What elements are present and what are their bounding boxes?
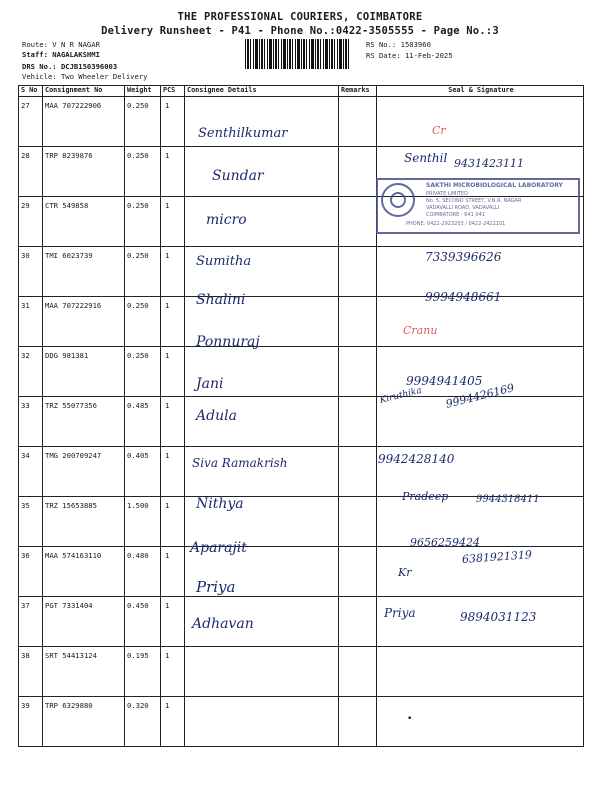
row-remarks [339,547,377,597]
runsheet-subtitle: Delivery Runsheet - P41 - Phone No.:0422-3505555 - Page No.:3 [101,25,499,37]
handwritten-name: Shalini [196,292,246,308]
header-consignment: Consignment No [43,86,125,97]
row-pcs: 1 [165,251,170,260]
table-row [19,447,584,497]
row-remarks [339,197,377,247]
row-consignment-no: CTR 549858 [45,201,89,210]
handwritten-phone: 9894031123 [460,610,537,624]
row-consignment-no: MAA 707222916 [45,301,102,310]
handwritten-name: Siva Ramakrish [192,456,288,470]
row-consignee-details [185,647,339,697]
handwritten-name: Sundar [212,168,264,184]
row-pcs: 1 [165,451,170,460]
row-pcs: 1 [165,401,170,410]
row-sno: 30 [21,251,30,260]
row-weight: 0.450 [127,601,149,610]
row-seal-signature [377,397,584,447]
row-pcs: 1 [165,351,170,360]
handwritten-name: Nithya [196,496,244,512]
red-mark: Cranu [403,324,438,337]
row-sno: 32 [21,351,30,360]
row-pcs: 1 [165,201,170,210]
row-consignment-no: DDG 981381 [45,351,89,360]
row-weight: 0.250 [127,251,149,260]
row-consignee-details [185,447,339,497]
route: Route: V N R NAGAR [22,40,100,49]
row-consignee-details [185,697,339,747]
handwritten-phone: 9994426169 [444,381,516,411]
row-remarks [339,497,377,547]
row-pcs: 1 [165,301,170,310]
seal-signature: Kiruthika [378,385,423,406]
row-remarks [339,447,377,497]
table-row [19,397,584,447]
handwritten-phone: 6381921319 [461,548,533,566]
row-sno: 39 [21,701,30,710]
handwritten-phone: 9994941405 [406,374,483,388]
seal-signature: Pradeep [402,490,449,503]
handwritten-phone: 9944318411 [476,494,540,505]
row-remarks [339,297,377,347]
row-weight: 0.250 [127,151,149,160]
row-remarks [339,347,377,397]
header-sno: S No [19,86,43,97]
handwritten-phone: 9431423111 [454,157,524,170]
row-consignment-no: PGT 7331404 [45,601,93,610]
row-weight: 0.250 [127,351,149,360]
row-weight: 0.250 [127,301,149,310]
row-pcs: 1 [165,501,170,510]
barcode [245,39,349,69]
row-sno: 37 [21,601,30,610]
row-sno: 28 [21,151,30,160]
drs-number: DRS No.: DCJB150396003 [22,62,118,71]
row-weight: 1.500 [127,501,149,510]
handwritten-name: Aparajit [190,540,247,556]
row-sno: 27 [21,101,30,110]
row-weight: 0.480 [127,551,149,560]
row-seal-signature [377,97,584,147]
page-dot: • [407,714,413,724]
row-weight: 0.250 [127,201,149,210]
header-consignee: Consignee Details [185,86,339,97]
row-pcs: 1 [165,151,170,160]
row-sno: 31 [21,301,30,310]
row-sno: 36 [21,551,30,560]
company-title: THE PROFESSIONAL COURIERS, COIMBATORE [177,11,423,23]
handwritten-name: Jani [196,376,224,392]
row-consignment-no: MAA 574163110 [45,551,102,560]
row-consignment-no: MAA 707222906 [45,101,102,110]
row-pcs: 1 [165,101,170,110]
red-mark: Cr [432,124,446,137]
header-pcs: PCS [161,86,185,97]
row-weight: 0.250 [127,101,149,110]
handwritten-name: Priya [196,578,236,596]
row-seal-signature [377,297,584,347]
handwritten-phone: 9942428140 [378,452,455,466]
table-row [19,697,584,747]
row-consignment-no: SRT 54413124 [45,651,97,660]
table-row [19,97,584,147]
row-consignment-no: TRZ 15653885 [45,501,97,510]
row-remarks [339,397,377,447]
handwritten-name: micro [206,212,247,228]
row-pcs: 1 [165,701,170,710]
stamp-logo [381,183,415,217]
header-weight: Weight [125,86,161,97]
row-remarks [339,597,377,647]
row-sno: 38 [21,651,30,660]
handwritten-phone: 9994948661 [425,290,502,304]
vehicle: Vehicle: Two Wheeler Delivery [22,72,148,81]
row-sno: 33 [21,401,30,410]
rs-number: RS No.: 1503960 [366,40,431,49]
handwritten-phone: 7339396626 [425,250,502,264]
row-sno: 29 [21,201,30,210]
row-weight: 0.195 [127,651,149,660]
row-remarks [339,247,377,297]
handwritten-name: Ponnuraj [196,334,260,350]
table-row [19,297,584,347]
handwritten-name: Adhavan [192,616,254,632]
handwritten-name: Adula [196,408,237,424]
row-sno: 35 [21,501,30,510]
handwritten-name: Sumitha [196,254,252,269]
seal-signature: Senthil [404,151,448,165]
seal-signature: Priya [384,606,416,620]
table-row [19,647,584,697]
company-stamp: SAKTHI MICROBIOLOGICAL LABORATORY PRIVATE LIMITED No. 5, SECOND STREET, V.N.R. NAGAR VADAVALLI ROAD, VADAVALLI COIMBATORE - 641 041 PHONE: 0422-2923203 / 0422-2422101 [376,178,580,234]
row-remarks [339,147,377,197]
table-header [19,86,584,97]
row-pcs: 1 [165,601,170,610]
row-remarks [339,647,377,697]
row-sno: 34 [21,451,30,460]
header-seal-signature: Seal & Signature [377,86,584,97]
row-consignment-no: TRZ 55077356 [45,401,97,410]
row-pcs: 1 [165,651,170,660]
row-consignment-no: TMG 200709247 [45,451,102,460]
row-pcs: 1 [165,551,170,560]
seal-signature: Kr [398,566,412,579]
row-consignment-no: TRP 6329880 [45,701,93,710]
header-remarks: Remarks [339,86,377,97]
row-consignment-no: TRP 8239876 [45,151,93,160]
row-weight: 0.485 [127,401,149,410]
row-remarks [339,697,377,747]
row-consignment-no: TMI 6023739 [45,251,93,260]
row-weight: 0.320 [127,701,149,710]
row-weight: 0.405 [127,451,149,460]
handwritten-phone: 9656259424 [410,536,480,549]
row-seal-signature [377,647,584,697]
rs-date: RS Date: 11-Feb-2025 [366,51,453,60]
staff: Staff: NAGALAKSHMI [22,50,100,59]
handwritten-name: Senthilkumar [198,126,288,141]
row-remarks [339,97,377,147]
